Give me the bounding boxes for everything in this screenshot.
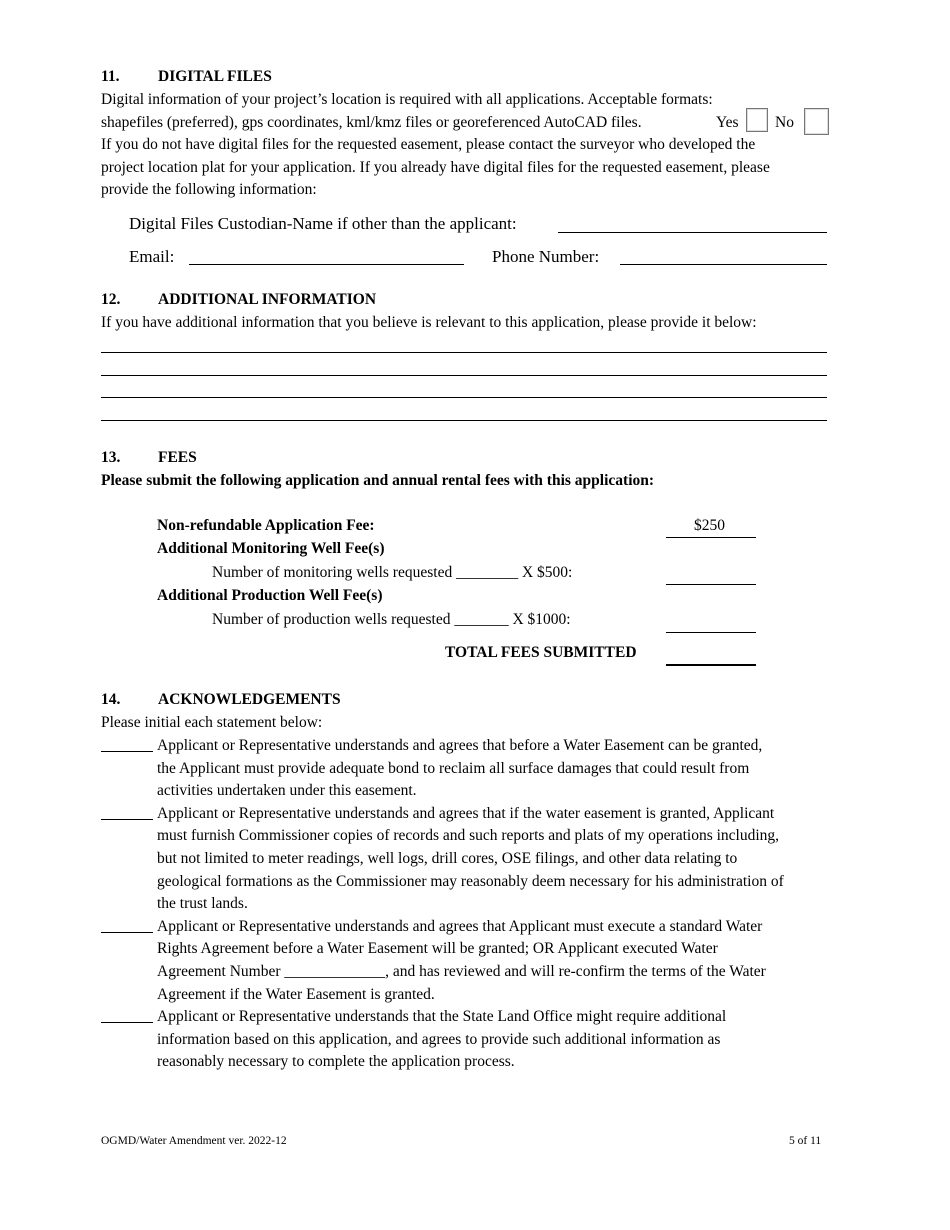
digital-files-paragraph-line: If you do not have digital files for the requested easement, please contact the surveyor who developed the — [101, 136, 756, 153]
additional-info-line[interactable] — [101, 352, 827, 353]
initial-field[interactable] — [101, 932, 153, 933]
section-number: 13. — [101, 449, 121, 466]
ack-item-line: Applicant or Representative understands and agrees that before a Water Easement can be granted, — [157, 737, 763, 754]
production-wells-line: Number of production wells requested _______ X $1000: — [212, 611, 571, 628]
digital-files-paragraph-line: project location plat for your application. If you already have digital files for the requested easement, please — [101, 159, 770, 176]
additional-info-line[interactable] — [101, 420, 827, 421]
section-title: FEES — [158, 449, 197, 466]
email-label: Email: — [129, 247, 175, 266]
total-fees-label: TOTAL FEES SUBMITTED — [445, 644, 637, 661]
additional-info-line[interactable] — [101, 397, 827, 398]
section-number: 12. — [101, 291, 121, 308]
ack-item-line: geological formations as the Commissioner may reasonably deem necessary for his administration of — [157, 873, 784, 890]
monitoring-fee-field[interactable] — [666, 584, 756, 585]
monitoring-well-heading: Additional Monitoring Well Fee(s) — [157, 540, 385, 557]
ack-item-line: Applicant or Representative understands and agrees that if the water easement is granted, Applicant — [157, 805, 775, 822]
production-fee-field[interactable] — [666, 632, 756, 633]
ack-item-line: must furnish Commissioner copies of records and such reports and plats of my operations including, — [157, 827, 780, 844]
phone-number-label: Phone Number: — [492, 247, 600, 266]
section-number: 14. — [101, 691, 121, 708]
section-title: ADDITIONAL INFORMATION — [158, 291, 377, 308]
initial-field[interactable] — [101, 819, 153, 820]
footer-version: OGMD/Water Amendment ver. 2022-12 — [101, 1135, 287, 1147]
ack-item-line: but not limited to meter readings, well logs, drill cores, OSE filings, and other data relating to — [157, 850, 738, 867]
section-12-heading — [101, 291, 376, 309]
ack-item-line: the Applicant must provide adequate bond to reclaim all surface damages that could result from — [157, 760, 750, 777]
application-fee-value: $250 — [694, 517, 725, 534]
section-number: 11. — [101, 68, 120, 85]
ack-item-line: information based on this application, and agrees to provide such additional information as — [157, 1031, 721, 1048]
no-label: No — [775, 114, 794, 131]
ack-item-line: Rights Agreement before a Water Easement will be granted; OR Applicant executed Water — [157, 940, 718, 957]
email-field[interactable] — [189, 264, 464, 265]
initial-field[interactable] — [101, 751, 153, 752]
acknowledgements-prompt: Please initial each statement below: — [101, 714, 323, 731]
no-checkbox[interactable] — [804, 108, 829, 135]
digital-files-paragraph-line: Digital information of your project’s location is required with all applications. Acceptable formats: — [101, 91, 713, 108]
custodian-name-label: Digital Files Custodian-Name if other than the applicant: — [129, 214, 517, 233]
section-title: ACKNOWLEDGEMENTS — [158, 691, 341, 708]
footer-page-number: 5 of 11 — [789, 1135, 822, 1147]
digital-files-paragraph-line: shapefiles (preferred), gps coordinates, kml/kmz files or georeferenced AutoCAD files. — [101, 114, 642, 131]
ack-item-line: Agreement Number _____________, and has reviewed and will re-confirm the terms of the Water — [157, 963, 766, 980]
yes-label: Yes — [716, 114, 739, 131]
additional-info-line[interactable] — [101, 375, 827, 376]
ack-item-line: Applicant or Representative understands and agrees that Applicant must execute a standard Water — [157, 918, 763, 935]
section-13-heading — [101, 449, 197, 467]
section-14-heading — [101, 691, 341, 709]
ack-item-line: the trust lands. — [157, 895, 248, 912]
ack-item-line: reasonably necessary to complete the application process. — [157, 1053, 515, 1070]
section-11-heading — [101, 68, 272, 86]
production-well-heading: Additional Production Well Fee(s) — [157, 587, 383, 604]
custodian-name-field[interactable] — [558, 232, 827, 233]
ack-item-line: Applicant or Representative understands that the State Land Office might require additional — [157, 1008, 727, 1025]
initial-field[interactable] — [101, 1022, 153, 1023]
monitoring-wells-line: Number of monitoring wells requested ________ X $500: — [212, 564, 573, 581]
ack-item-line: activities undertaken under this easement. — [157, 782, 417, 799]
ack-item-line: Agreement if the Water Easement is granted. — [157, 986, 435, 1003]
application-fee-label: Non-refundable Application Fee: — [157, 517, 375, 534]
section-title: DIGITAL FILES — [158, 68, 272, 85]
additional-info-prompt: If you have additional information that you believe is relevant to this application, please provide it below: — [101, 314, 757, 331]
fees-instruction: Please submit the following application and annual rental fees with this application: — [101, 472, 655, 489]
yes-checkbox[interactable] — [746, 108, 768, 132]
application-fee-line — [666, 537, 756, 538]
total-fees-field[interactable] — [666, 664, 756, 666]
digital-files-paragraph-line: provide the following information: — [101, 181, 317, 198]
phone-number-field[interactable] — [620, 264, 827, 265]
